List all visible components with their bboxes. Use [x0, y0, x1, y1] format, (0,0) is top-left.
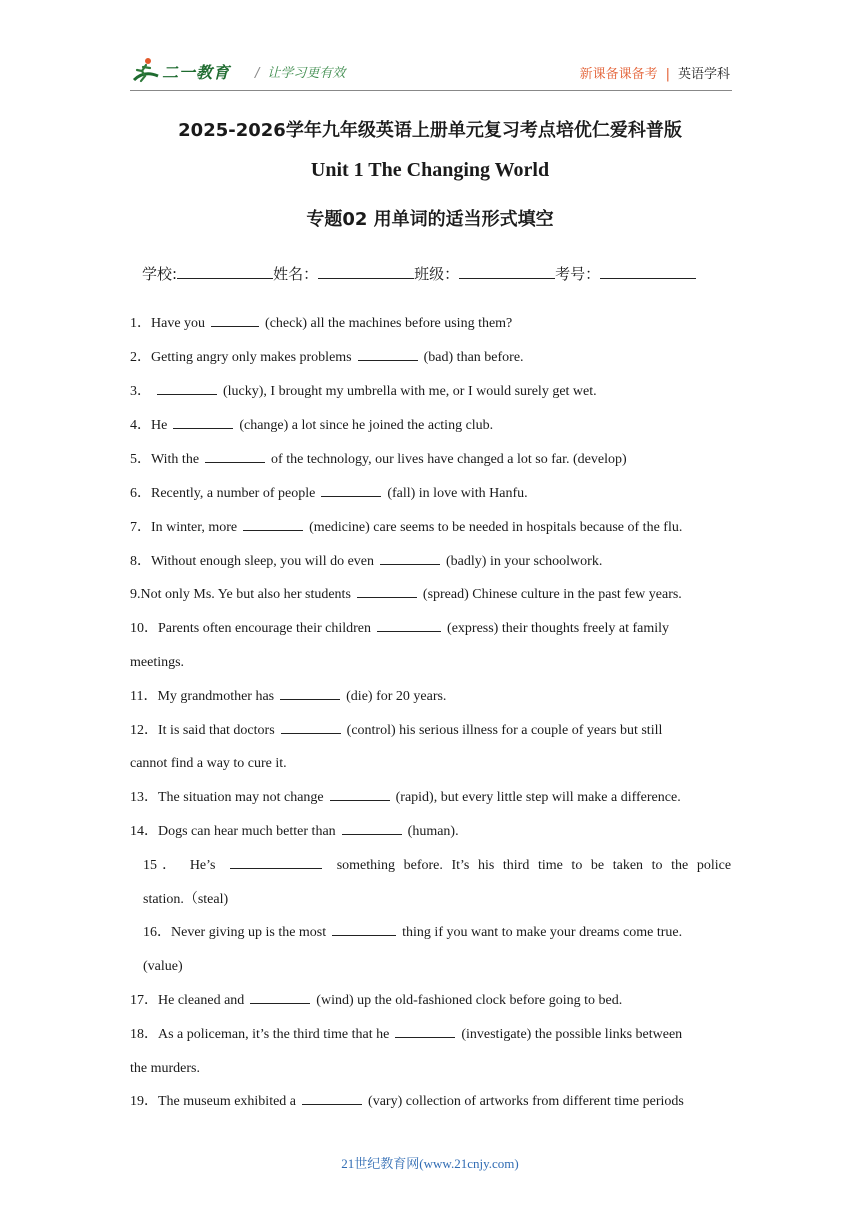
slogan-text: 让学习更有效: [267, 66, 346, 81]
topic-title: 专题02 用单词的适当形式填空: [306, 209, 554, 230]
question-3: 3． (lucky), I brought my umbrella with me, or I would surely get wet.: [130, 384, 597, 399]
answer-blank[interactable]: [395, 1025, 455, 1038]
answer-blank[interactable]: [377, 619, 441, 632]
header-subject-label: 英语学科: [677, 67, 730, 82]
slogan: / 让学习更有效: [255, 66, 346, 81]
unit-title: Unit 1 The Changing World: [310, 159, 550, 181]
answer-blank[interactable]: [281, 721, 341, 734]
answer-blank[interactable]: [332, 923, 396, 936]
question-18: 18．As a policeman, it’s the third time that he (investigate) the possible links between: [130, 1027, 683, 1042]
answer-blank[interactable]: [321, 484, 381, 497]
question-11: 11．My grandmother has (die) for 20 years.: [130, 689, 447, 704]
question-17: 17．He cleaned and (wind) up the old-fashioned clock before going to bed.: [130, 993, 623, 1008]
question-15: 15． He’s something before. It’s his third time to be taken to the police: [143, 858, 732, 873]
header-divider: [130, 90, 732, 91]
answer-blank[interactable]: [230, 856, 322, 869]
question-8: 8．Without enough sleep, you will do even (badly) in your schoolwork.: [130, 554, 603, 569]
name-label: 姓名：: [273, 265, 319, 283]
answer-blank[interactable]: [250, 991, 310, 1004]
question-1: 1．Have you (check) all the machines before using them?: [130, 316, 513, 331]
page-header: [130, 56, 730, 90]
answer-blank[interactable]: [243, 518, 303, 531]
question-7: 7．In winter, more (medicine) care seems to be needed in hospitals because of the flu.: [130, 520, 683, 535]
answer-blank[interactable]: [380, 552, 440, 565]
document-title: 2025-2026学年九年级英语上册单元复习考点培优仁爱科普版: [178, 120, 682, 141]
question-5: 5．With the of the technology, our lives have changed a lot so far. (develop): [130, 452, 627, 467]
answer-blank[interactable]: [330, 788, 390, 801]
header-subject: [580, 63, 730, 82]
answer-blank[interactable]: [157, 382, 217, 395]
question-12: 12．It is said that doctors (control) his serious illness for a couple of years but still: [130, 723, 663, 738]
page-footer[interactable]: 21世纪教育网(www.21cnjy.com): [341, 1156, 519, 1171]
question-4: 4．He (change) a lot since he joined the acting club.: [130, 418, 494, 433]
answer-blank[interactable]: [280, 687, 340, 700]
answer-blank[interactable]: [302, 1092, 362, 1105]
student-info-line: [142, 263, 696, 284]
exam-no-label: 考号：: [555, 265, 601, 283]
header-separator: |: [665, 67, 670, 82]
exam-no-field[interactable]: [600, 264, 696, 279]
answer-blank[interactable]: [357, 585, 417, 598]
answer-blank[interactable]: [211, 314, 259, 327]
question-18-continued: the murders.: [130, 1061, 200, 1076]
question-14: 14．Dogs can hear much better than (human).: [130, 824, 459, 839]
header-tagline: 新课备课备考: [579, 67, 658, 82]
logo-text: 二一教育: [162, 62, 231, 82]
question-9: 9.Not only Ms. Ye but also her students (spread) Chinese culture in the past few years.: [130, 587, 682, 602]
question-10: 10．Parents often encourage their children (express) their thoughts freely at family: [130, 621, 670, 636]
answer-blank[interactable]: [358, 348, 418, 361]
question-10-continued: meetings.: [130, 655, 185, 670]
question-2: 2．Getting angry only makes problems (bad) than before.: [130, 350, 524, 365]
class-label: 班级：: [414, 265, 460, 283]
school-label: 学校:: [142, 265, 178, 283]
answer-blank[interactable]: [342, 822, 402, 835]
question-13: 13．The situation may not change (rapid), but every little step will make a difference.: [130, 790, 681, 805]
running-figure-icon: [130, 56, 160, 86]
answer-blank[interactable]: [173, 416, 233, 429]
question-16-continued: (value): [143, 959, 183, 974]
answer-blank[interactable]: [205, 450, 265, 463]
name-field[interactable]: [318, 264, 414, 279]
question-12-continued: cannot find a way to cure it.: [130, 756, 287, 771]
question-6: 6．Recently, a number of people (fall) in love with Hanfu.: [130, 486, 528, 501]
question-15-continued: station.（steal): [143, 892, 229, 907]
school-field[interactable]: [177, 264, 273, 279]
logo: [130, 56, 230, 86]
class-field[interactable]: [459, 264, 555, 279]
question-16: 16．Never giving up is the most thing if you want to make your dreams come true.: [143, 925, 683, 940]
question-19: 19．The museum exhibited a (vary) collection of artworks from different time periods: [130, 1094, 684, 1109]
